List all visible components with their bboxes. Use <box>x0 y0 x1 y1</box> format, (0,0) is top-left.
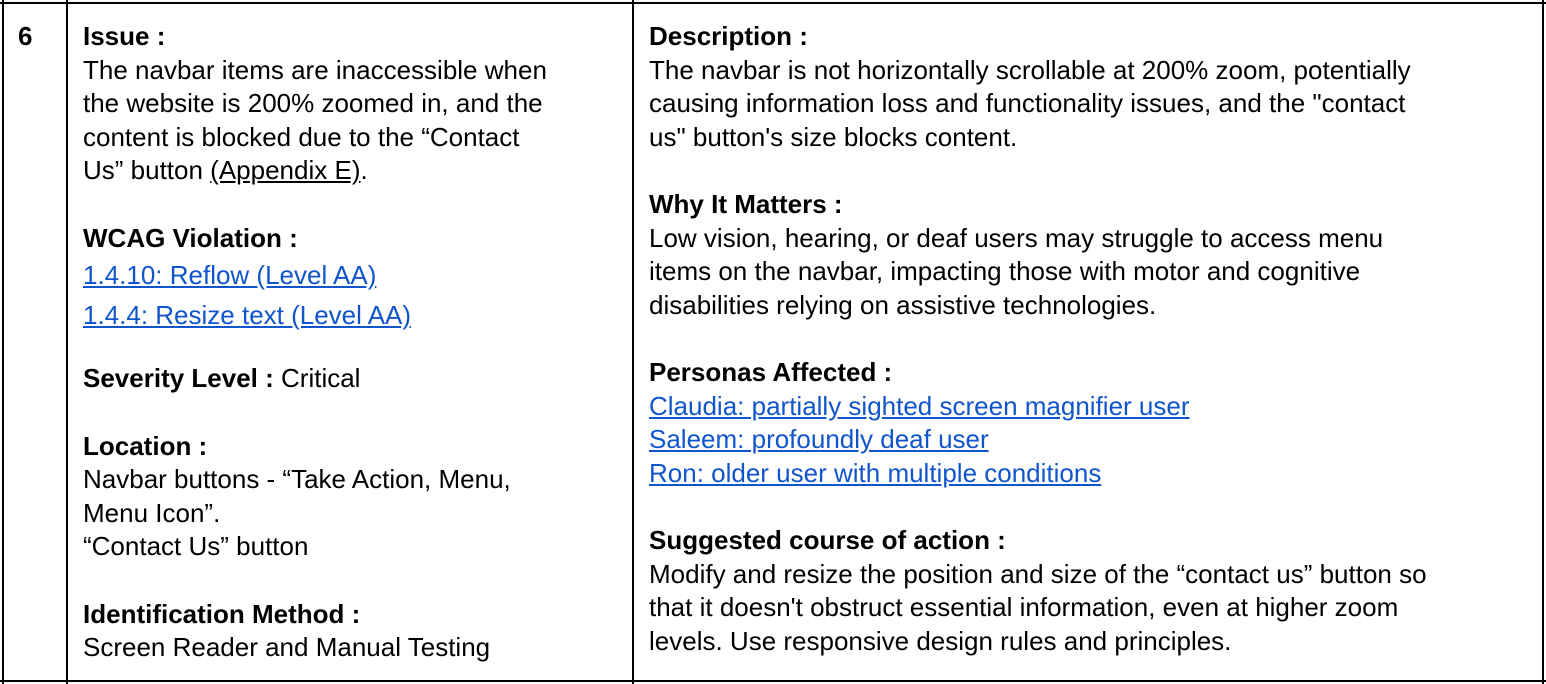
why-line: items on the navbar, impacting those with motor and cognitive <box>649 256 1361 286</box>
table-left-border <box>2 0 4 684</box>
why-line: disabilities relying on assistive technologies. <box>649 289 1157 320</box>
wcag-heading: WCAG Violation : <box>83 222 298 253</box>
table-top-border <box>0 2 1546 4</box>
appendix-e-link[interactable]: (Appendix E) <box>210 155 361 185</box>
spacer <box>649 322 1427 356</box>
issue-line: the website is 200% zoomed in, and the <box>83 88 543 118</box>
description-heading: Description : <box>649 21 808 51</box>
action-line: Modify and resize the position and size of the “contact us” button so <box>649 558 1427 589</box>
description-line: The navbar is not horizontally scrollable at 200% zoom, potentially <box>649 54 1411 85</box>
spacer <box>83 564 547 598</box>
spacer <box>649 490 1427 524</box>
issue-line <box>83 154 547 188</box>
location-heading: Location : <box>83 430 208 461</box>
table-column-divider-2 <box>632 0 634 684</box>
issue-line: content is blocked due to the “Contact <box>83 121 520 152</box>
issue-line-suffix: . <box>360 155 368 185</box>
location-line: Navbar buttons - “Take Action, Menu, <box>83 464 511 494</box>
wcag-resize-text-link[interactable]: 1.4.4: Resize text (Level AA) <box>83 300 412 330</box>
persona-saleem-link[interactable]: Saleem: profoundly deaf user <box>649 424 989 454</box>
issue-heading: Issue : <box>83 21 166 51</box>
personas-heading: Personas Affected : <box>649 357 893 387</box>
issue-line: The navbar items are inaccessible when <box>83 54 547 85</box>
table-bottom-border <box>0 680 1546 682</box>
location-line: Menu Icon”. <box>83 497 221 528</box>
method-heading: Identification Method : <box>83 598 361 629</box>
action-line: levels. Use responsive design rules and principles. <box>649 625 1232 656</box>
persona-claudia-link[interactable]: Claudia: partially sighted screen magnifier user <box>649 390 1190 421</box>
description-line: causing information loss and functionality issues, and the "contact <box>649 88 1406 118</box>
why-line: Low vision, hearing, or deaf users may struggle to access menu <box>649 222 1384 253</box>
description-line: us" button's size blocks content. <box>649 121 1018 152</box>
spacer <box>83 335 547 362</box>
description-cell <box>649 20 1427 658</box>
wcag-reflow-link[interactable]: 1.4.10: Reflow (Level AA) <box>83 260 377 290</box>
why-heading: Why It Matters : <box>649 189 843 219</box>
issue-cell <box>83 20 547 665</box>
action-line: that it doesn't obstruct essential information, even at higher zoom <box>649 592 1399 622</box>
spacer <box>83 396 547 430</box>
spacer <box>83 188 547 222</box>
method-value: Screen Reader and Manual Testing <box>83 632 491 662</box>
spacer <box>649 154 1427 188</box>
severity-line <box>83 362 547 396</box>
action-heading: Suggested course of action : <box>649 525 1006 555</box>
issue-line-prefix: Us” button <box>83 155 211 185</box>
table-column-divider-1 <box>66 0 68 684</box>
location-line: “Contact Us” button <box>83 531 309 561</box>
severity-value: Critical <box>273 363 361 393</box>
severity-label: Severity Level : <box>83 363 274 393</box>
table-right-border <box>1542 0 1544 684</box>
row-number: 6 <box>18 21 33 51</box>
persona-ron-link[interactable]: Ron: older user with multiple conditions <box>649 457 1102 488</box>
